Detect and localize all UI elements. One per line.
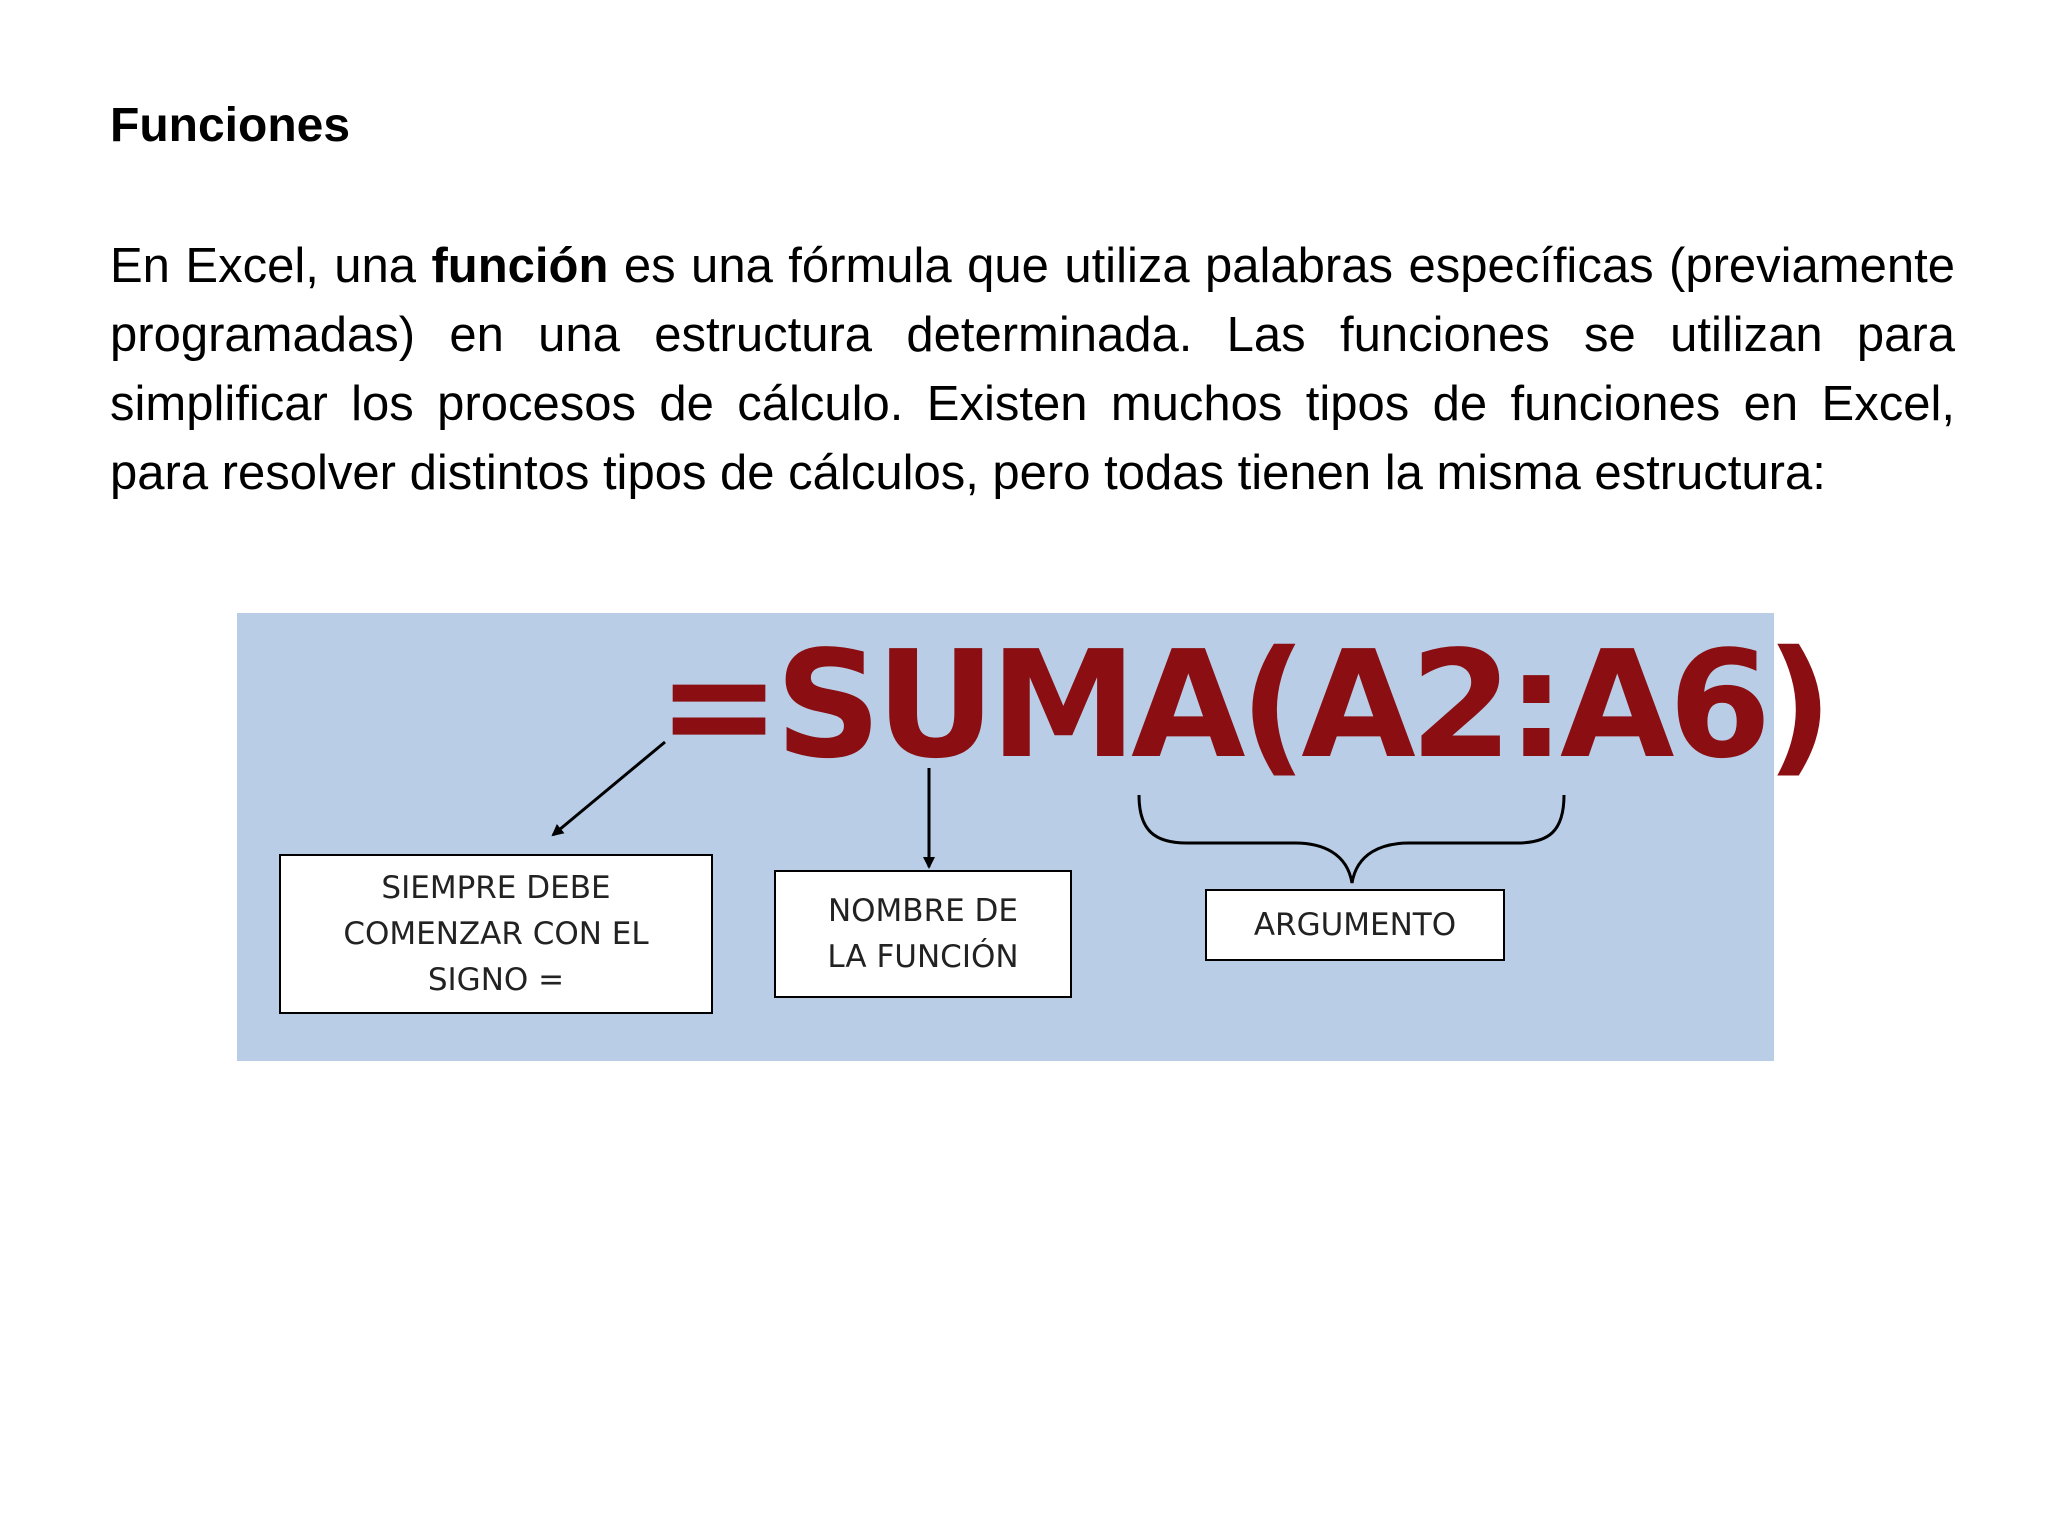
argumento-box: ARGUMENTO <box>1205 889 1505 961</box>
nombre-funcion-box: NOMBRE DE LA FUNCIÓN <box>774 870 1072 998</box>
paragraph-text-start: En Excel, una <box>110 239 432 293</box>
page-title: Funciones <box>110 99 351 152</box>
paragraph-text-end: es una fórmula que utiliza palabras específicas (previamente programadas) en una estructura determinada. Las funciones se utilizan para simplificar los procesos de cálculo. Existen muchos tipos de funciones en Excel, para resolver distintos tipos de cálculos, pero todas tienen la misma estructura: <box>110 239 1955 500</box>
function-structure-diagram <box>237 613 1828 1061</box>
argument-brace <box>1139 795 1564 883</box>
body-paragraph <box>110 232 1955 508</box>
signo-label-box: SIEMPRE DEBE COMENZAR CON EL SIGNO = <box>279 854 713 1014</box>
paragraph-bold-term: función <box>431 239 609 293</box>
arrow-to-signo-box <box>553 742 665 835</box>
formula-text: =SUMA(A2:A6) <box>657 619 1828 791</box>
